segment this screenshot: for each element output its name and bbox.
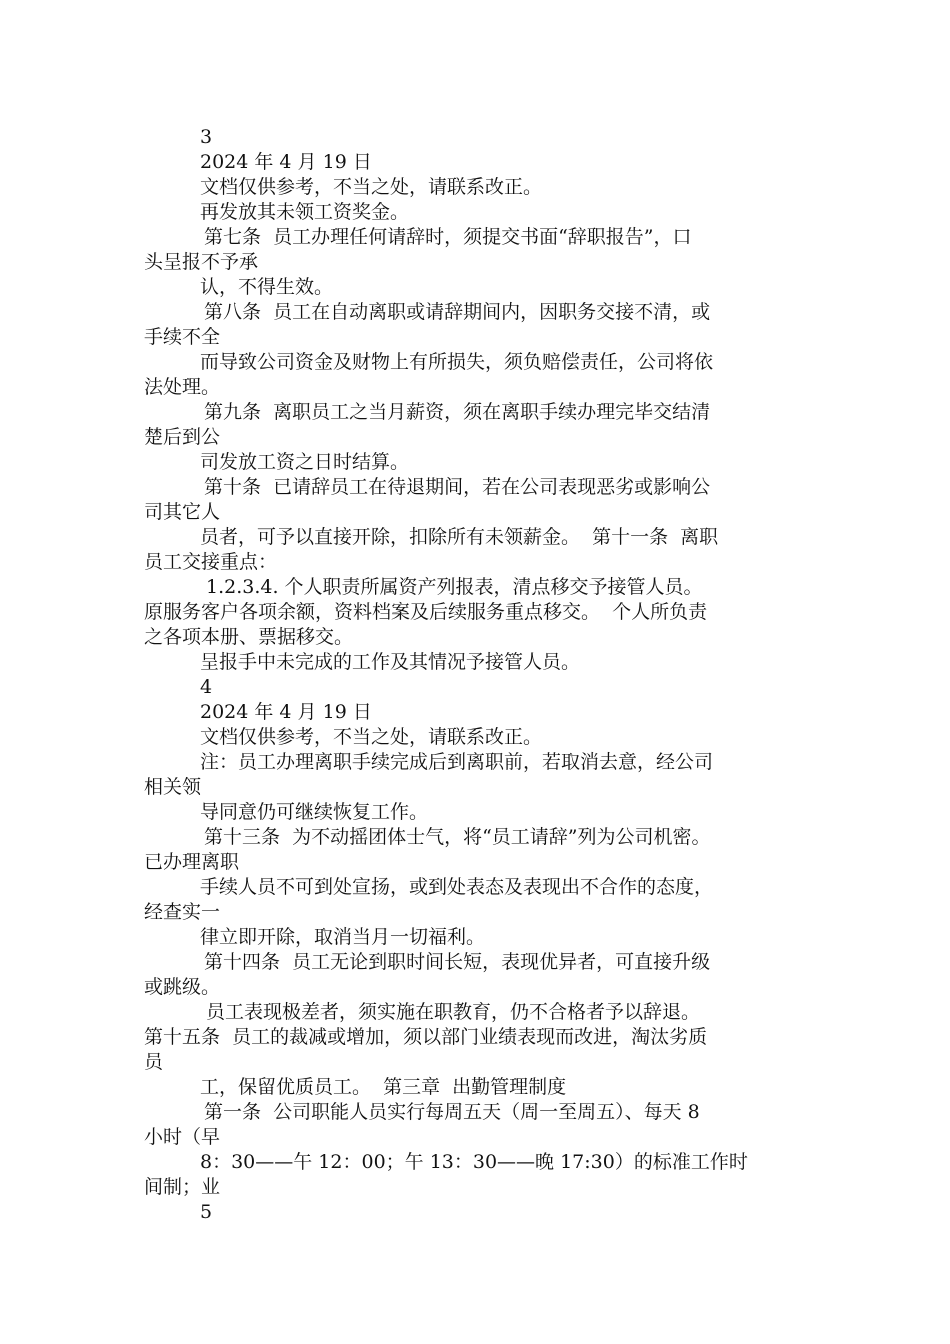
text-line: 已办理离职: [144, 851, 240, 873]
text-line: 再发放其未领工资奖金。: [200, 201, 410, 223]
text-line: 呈报手中未完成的工作及其情况予接管人员。: [200, 651, 581, 673]
text-line: 相关领: [144, 776, 202, 798]
disclaimer-line: 文档仅供参考，不当之处，请联系改正。: [200, 176, 543, 198]
text-line: 之各项本册、票据移交。: [144, 626, 354, 648]
page-number-line: 4: [200, 676, 213, 698]
text-line: 手续人员不可到处宣扬，或到处表态及表现出不合作的态度，: [200, 876, 714, 898]
text-line: 司其它人: [144, 501, 221, 523]
text-line: 经查实一: [144, 901, 221, 923]
article-15-line: 第十五条 员工的裁减或增加，须以部门业绩表现而改进，淘汰劣质: [144, 1026, 708, 1048]
text-line: 手续不全: [144, 326, 221, 348]
article-14-line: 第十四条 员工无论到职时间长短，表现优异者，可直接升级: [204, 951, 711, 973]
text-line: 法处理。: [144, 376, 221, 398]
handover-list-line: 1.2.3.4. 个人职责所属资产列报表，清点移交予接管人员。: [206, 576, 703, 598]
text-line: 律立即开除，取消当月一切福利。: [200, 926, 486, 948]
text-line: 员者，可予以直接开除，扣除所有未领薪金。 第十一条 离职: [200, 526, 719, 548]
text-line: 头呈报不予承: [144, 251, 259, 273]
disclaimer-line: 文档仅供参考，不当之处，请联系改正。: [200, 726, 543, 748]
article-13-line: 第十三条 为不动摇团体士气，将“员工请辞”列为公司机密。: [204, 826, 711, 848]
text-line: 楚后到公: [144, 426, 221, 448]
article-8-line: 第八条 员工在自动离职或请辞期间内，因职务交接不清，或: [204, 301, 711, 323]
article-1-line: 第一条 公司职能人员实行每周五天（周一至周五）、每天 8: [204, 1101, 700, 1123]
article-7-line: 第七条 员工办理任何请辞时，须提交书面“辞职报告”，口: [204, 226, 692, 248]
text-line: 导同意仍可继续恢复工作。: [200, 801, 429, 823]
text-line: 认，不得生效。: [200, 276, 334, 298]
text-line: 小时（早: [144, 1126, 221, 1148]
text-line: 员工表现极差者，须实施在职教育，仍不合格者予以辞退。: [206, 1001, 701, 1023]
text-line: 8：30——午 12：00；午 13：30——晚 17:30）的标准工作时: [200, 1151, 748, 1173]
chapter-3-line: 工，保留优质员工。 第三章 出勤管理制度: [200, 1076, 567, 1098]
note-line: 注：员工办理离职手续完成后到离职前，若取消去意，经公司: [200, 751, 714, 773]
text-line: 员: [144, 1051, 164, 1073]
text-line: 或跳级。: [144, 976, 221, 998]
text-line: 司发放工资之日时结算。: [200, 451, 410, 473]
text-line: 而导致公司资金及财物上有所损失，须负赔偿责任，公司将依: [200, 351, 714, 373]
article-9-line: 第九条 离职员工之当月薪资，须在离职手续办理完毕交结清: [204, 401, 711, 423]
text-line: 原服务客户各项余额，资料档案及后续服务重点移交。 个人所负责: [144, 601, 708, 623]
document-body: [144, 125, 824, 1225]
date-line: 2024 年 4 月 19 日: [200, 151, 372, 173]
date-line: 2024 年 4 月 19 日: [200, 701, 372, 723]
text-line: 员工交接重点：: [144, 551, 278, 573]
page-number-line: 3: [200, 126, 213, 148]
page-number-line: 5: [200, 1201, 213, 1223]
text-line: 间制；业: [144, 1176, 221, 1198]
article-10-line: 第十条 已请辞员工在待退期间，若在公司表现恶劣或影响公: [204, 476, 711, 498]
